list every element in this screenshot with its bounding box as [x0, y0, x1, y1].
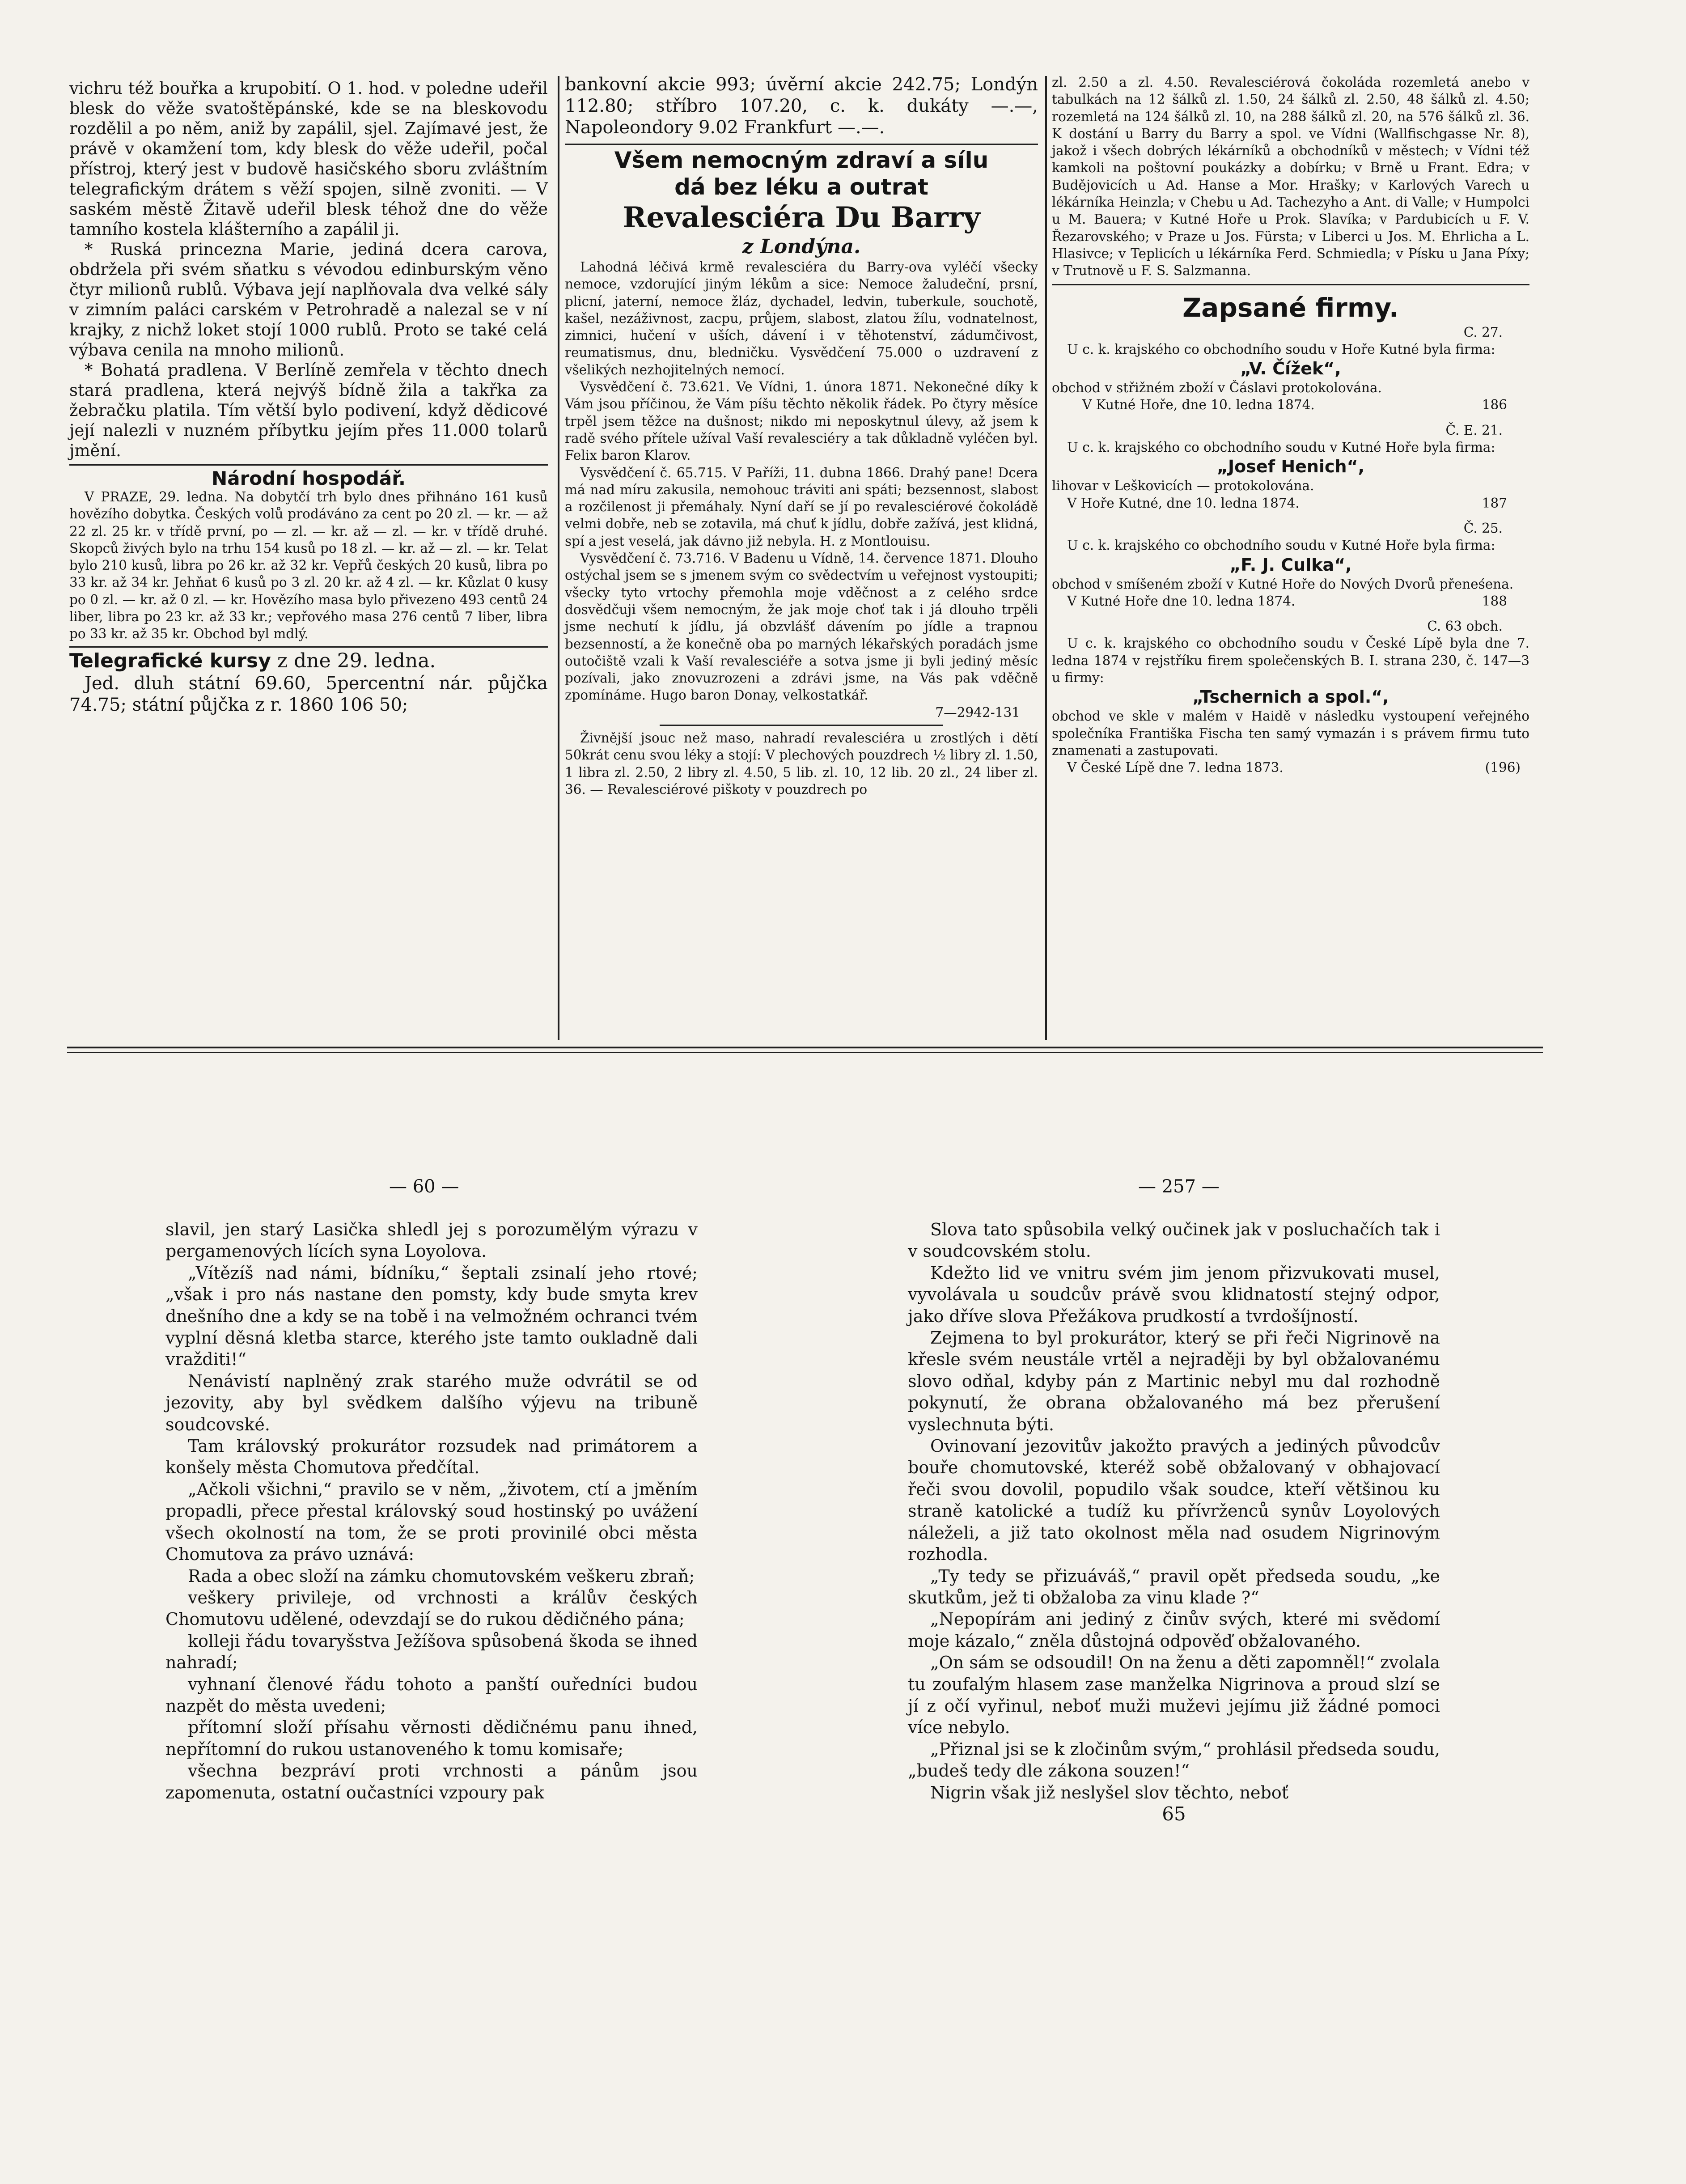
firm-entry [1052, 324, 1529, 414]
section-rule [1052, 284, 1529, 285]
book-paragraph: vyhnaní členové řádu tohoto a panští ouředníci budou nazpět do města uvedeni; [165, 1674, 698, 1716]
ad-code: 7—2942-131 [935, 704, 1020, 720]
book-paragraph: Zejmena to byl prokurátor, který se při řeči Nigrinově na křesle svém neustále vrtěl a nejraději by byl obžalovanému slovo odňal, kdyby pán z Martinic nebyl mu dal rozhodně pokynutí, že obrana obžalovaného má bez přerušení vyslechnuta býti. [908, 1328, 1440, 1434]
bottom-rule [67, 1047, 1543, 1048]
ad-city: z Londýna. [742, 235, 861, 258]
ad-testimonial: Vysvědčení č. 73.716. V Badenu u Vídně, 14. července 1871. Dlouho ostýchal jsem se s jmenem svým co svědectvím u veřejnost vystoupiti; všecky tyto vrtochy přemohla moje vděčnost a z celého srdce dosvědčuji všem nemocným, že jak moje choť tak i já dlouho trpěli jsme nechutí k jídlu, já obzvlášť dávením po jídle a trapnou bezsenností, a že konečně oba po marných lékařských poradách jsme outočiště vzali k Vaší revalesciéře a sotva jsme ji byli jediný měsíc pozívali, jako znovuzrozeni a zdrávi jsme, na Vás pak vděčně zpomínáme. Hugo baron Donay, velkostatkář. [565, 551, 1038, 703]
firm-code: 187 [1482, 495, 1507, 511]
economy-heading: Národní hospodář. [212, 467, 406, 489]
firm-footer [1052, 396, 1529, 413]
courses-heading: Telegrafické kursy [69, 649, 271, 672]
firm-date: V Kutné Hoře dne 10. ledna 1874. [1067, 593, 1296, 609]
economy-report: V PRAZE, 29. ledna. Na dobytčí trh bylo dnes přihnáno 161 kusů hovězího dobytka. Českých volů prodáváno za cent po 20 zl. — kr. — až 22 zl. 25 kr. v třídě první, po — zl. — kr. až — zl. — kr. v třídě druhé. Skopců živých bylo na trhu 154 kusů po 18 zl. — kr. až — zl. — kr. Telat bylo 210 kusů, libra po 26 kr. až 32 kr. Vepřů českých 20 kusů, libra po 33 kr. až 34 kr. Jehňat 6 kusů po 3 zl. 20 kr. až 4 zl. — kr. Kůzlat 0 kusy po 0 zl. — kr. až 0 zl. — kr. Hovězího masa bylo přivezeno 493 centů 24 liber, libra po 23 kr. až 33 kr.; vepřového masa 276 centů 7 liber, libra po 33 kr. až 35 kr. Obchod byl mdlý. [69, 489, 548, 642]
firm-description: obchod ve skle v malém v Haidě v následku vystoupení veřejného společníka Františka Fischa ten samý vymazán i s právem firmu tuto znamenati a zastupovati. [1052, 708, 1529, 758]
section-rule [565, 144, 1038, 145]
firm-date: V České Lípě dne 7. ledna 1873. [1067, 760, 1284, 776]
firm-intro: U c. k. krajského co obchodního soudu v Kutné Hoře byla firma: [1067, 538, 1495, 553]
book-paragraph: Nigrin však již neslyšel slov těchto, neboť [930, 1782, 1289, 1802]
news-column-3 [1052, 74, 1529, 776]
firm-date: V Kutné Hoře, dne 10. ledna 1874. [1082, 397, 1315, 413]
firm-intro: U c. k. krajského co obchodního soudu v České Lípě byla dne 7. ledna 1874 v rejstříku firem společenských B. I. strana 230, č. 147—3 u firmy: [1052, 636, 1529, 686]
firm-number: Č. E. 21. [1445, 422, 1503, 438]
courses-date: z dne 29. ledna. [277, 649, 436, 672]
firm-name: „F. J. Culka“, [1229, 555, 1352, 575]
book-paragraph: Kdežto lid ve vnitru svém jim jenom přizvukovati musel, vyvolávala u soudcův právě svou klidnatostí stejný odpor, jako dříve slova Přežákova prudkostí a tvrdošíjností. [908, 1263, 1440, 1326]
news-paragraph: vichru též bouřka a krupobití. O 1. hod. v poledne udeřil blesk do věže svatoštěpánské, kde se na bleskovodu rozdělil a po něm, aniž by zapálil, sjel. Zajímavé jest, že právě v okamžení tom, kdy blesk do věže udeřil, počal přístroj, který jest v budově hasičského sboru zvláštním telegrafickým drátem s věží spojen, silně zvoniti. — V saském městě Žitavě udeřil blesk téhož dne do věže tamního kostela klášterního a zapálil ji. [69, 79, 548, 239]
courses-continued: bankovní akcie 993; úvěrní akcie 242.75; Londýn 112.80; stříbro 107.20, c. k. dukáty —.—, Napoleondory 9.02 Frankfurt —.—. [565, 74, 1038, 138]
firm-code: 186 [1482, 397, 1507, 413]
news-paragraph: * Bohatá pradlena. V Berlíně zemřela v těchto dnech stará pradlena, která nejvýš bídně žila a takřka za žebračku platila. Tím větší bylo podivení, když dědicové její nalezli v nuzném příbytku jejím přes 11.000 tolarů jmění. [69, 360, 548, 460]
firm-number: C. 63 obch. [1427, 619, 1503, 634]
firms-heading: Zapsané firmy. [1182, 292, 1399, 323]
book-paragraph: „Přiznal jsi se k zločinům svým,“ prohlásil předseda soudu, „budeš tedy dle zákona souzen!“ [908, 1739, 1440, 1781]
book-paragraph: Tam královský prokurátor rozsudek nad primátorem a konšely města Chomutova předčítal. [165, 1436, 698, 1478]
page-number-right: — 257 — [1138, 1176, 1220, 1197]
firm-description: lihovar v Leškovicích — protokolována. [1052, 478, 1314, 494]
ad-testimonial: Vysvědčení č. 73.621. Ve Vídni, 1. února 1871. Nekonečné díky k Vám jsou příčinou, že Vám píšu těchto několik řádek. Po čtyry měsíce trpěl jsem těžce na dušnost; nikdo mi neposkytnul úlevy, až jsem k radě svého přítele užíval Vaší revalesciéry a tak důkladně vyléčen byl. Felix baron Klarov. [565, 379, 1038, 463]
book-paragraph: Slova tato spůsobila velký oučinek jak v posluchačích tak i v soudcovském stolu. [908, 1220, 1440, 1261]
book-paragraph: „Vítězíš nad námi, bídníku,“ šeptali zsinalí jeho rtové; „však i pro nás nastane den pomsty, kdy bude smyta krev dnešního dne a kdy se na tobě i na velmožném ochranci tvém vyplní děsná kletba starce, kterého jste tamto oukladně dali vražditi!“ [165, 1263, 698, 1370]
book-page-right [908, 1219, 1440, 1825]
news-paragraph: * Ruská princezna Marie, jediná dcera carova, obdržela při svém sňatku s vévodou edinburským věno čtyr milionů rublů. Výbava její naplňovala dva velké sály v zimním paláci carském v Petrohradě a nalezal se v ní krajky, z nichž loket stojí 1000 rublů. Proto se také celá výbava cenila na mnoho milionů. [69, 240, 548, 360]
firm-description: obchod v smíšeném zboží v Kutné Hoře do Nových Dvorů přeneśena. [1052, 576, 1514, 592]
book-paragraph: Rada a obec složí na zámku chomutovském veškeru zbraň; [188, 1566, 695, 1586]
ad-subheadline: dá bez léku a outrat [674, 174, 928, 200]
firm-footer [1052, 593, 1529, 610]
book-paragraph: kolleji řádu tovaryšstva Ježíšova spůsobená škoda se ihned nahradí; [165, 1631, 698, 1673]
firm-name: „Tschernich a spol.“, [1192, 687, 1389, 707]
ad-brand: Revalesciéra Du Barry [623, 201, 980, 234]
book-paragraph: Nenávistí naplněný zrak starého muže odvrátil se od jezovity, aby byl svědkem dalšího výjevu na tribuně soudcovské. [165, 1371, 698, 1434]
book-paragraph: „On sám se odsoudil! On na ženu a děti zapomněl!“ zvolala tu zoufalým hlasem zase manželka Nigrinova a proud slzí se jí z očí vyřinul, neboť muži muževi jejímu již žádné pomoci více nebylo. [908, 1653, 1440, 1738]
ad-headline: Všem nemocným zdraví a sílu [614, 147, 989, 173]
ad-prices: Živnější jsouc než maso, nahradí revalesciéra u zrostlých i dětí 50krát cenu svou léky a stojí: V plechových pouzdrech ½ libry zl. 1.50, 1 libra zl. 2.50, 2 libry zl. 4.50, 5 lib. zl. 10, 12 lib. 20 zl., 24 liber zl. 36. — Revalesciérové piškoty v pouzdrech po [565, 730, 1038, 797]
bottom-rule-thin [67, 1052, 1543, 1053]
firm-entry [1052, 618, 1529, 776]
firm-entry [1052, 422, 1529, 512]
news-column-1 [69, 78, 548, 716]
courses-heading-line [69, 649, 548, 673]
firm-name: „Josef Henich“, [1216, 457, 1364, 477]
firm-entry [1052, 520, 1529, 610]
courses-text: Jed. dluh státní 69.60, 5percentní nár. půjčka 74.75; státní půjčka z r. 1860 106 50; [69, 673, 548, 715]
ad-testimonial: Vysvědčení č. 65.715. V Paříži, 11. dubna 1866. Drahý pane! Dcera má nad míru zakusila, nemohouc tráviti ani spáti; bezsennost, slabost a rozčilenost ji přemáhaly. Nyní daří se jí po revalesciérové čokoládě velmi dobře, neb se zotavila, má chuť k jídlu, dobře zažívá, jest klidná, spí a jest veselá, jak dávno již nebyla. H. z Montlouisu. [565, 465, 1038, 549]
firm-intro: U c. k. krajského co obchodního soudu v Kutné Hoře byla firma: [1067, 440, 1495, 455]
firm-date: V Hoře Kutné, dne 10. ledna 1874. [1067, 495, 1300, 511]
book-page-left [165, 1219, 698, 1803]
book-paragraph: slavil, jen starý Lasička shledl jej s porozumělým výrazu v pergamenových lících syna Loyolova. [165, 1220, 698, 1261]
book-paragraph: „Ačkoli všichni,“ pravilo se v něm, „životem, ctí a jměním propadli, přece přestal královský soud hostinský po uvážení všech okolností na tom, že se proti provinilé obci města Chomutova za právo uznává: [165, 1479, 698, 1565]
firm-number: C. 27. [1463, 324, 1503, 340]
firm-footer [1052, 495, 1529, 512]
book-paragraph: veškery privileje, od vrchnosti a králův českých Chomutovu udělené, odevzdají se do rukou dědičného pána; [165, 1587, 698, 1629]
firm-intro: U c. k. krajského co obchodního soudu v Hoře Kutné byla firma: [1067, 341, 1495, 357]
section-rule [69, 646, 548, 648]
ad-continued: zl. 2.50 a zl. 4.50. Revalesciérová čokoláda rozemletá anebo v tabulkách na 12 šálků zl. 1.50, 24 šálků zl. 2.50, 48 šálků zl. 4.50; rozemletá na 124 šálků zl. 10, na 288 šálků zl. 20, na 576 šálků zl. 36. K dostání u Barry du Barry a spol. ve Vídni (Wallfischgasse Nr. 8), jakož i všech dobrých lékárníků a obchodníků v městech; v Vídni též kamkoli na poštovní poukázky a dobírku; v Brně u Frant. Edra; v Budějovicích u Ad. Hanse a Mor. Hrašky; v Karlových Varech u lékárníka Heinzla; v Chebu u Ad. Tachezyho a Ant. di Valle; v Humpolci u M. Bauera; v Kutné Hoře u Prok. Slavíka; v Pardubicích u F. V. Řezarovského; v Praze u Jos. Fürsta; v Liberci u Jos. M. Ehrlicha a L. Hlasivce; v Teplicích u lékárníka Ferd. Schmiedla; v Písku u Jana Píxy; v Trutnově u F. S. Salzmanna. [1052, 75, 1529, 279]
book-paragraph: Ovinovaní jezovitův jakožto pravých a jediných původcův bouře chomutovské, kteréž sobě obžalovaný v obhajovací řeči svou dovolil, popudilo však soudce, kteří většinou ku straně katolické a tudíž ku přívrženců synův Loyolových náleželi, a již tato okolnost měla nad osudem Nigrinovým rozhodla. [908, 1436, 1440, 1565]
firm-number: Č. 25. [1463, 520, 1503, 536]
column-rule-2 [1045, 76, 1047, 1040]
signature-mark: 65 [1162, 1802, 1186, 1825]
news-column-2 [565, 74, 1038, 798]
page-number-left: — 60 — [389, 1176, 459, 1197]
firm-description: obchod v střižném zboží v Čáslavi protokolována. [1052, 380, 1382, 396]
firm-footer [1052, 759, 1529, 776]
book-paragraph: „Nepopírám ani jediný z činův svých, které mi svědomí moje kázalo,“ zněla důstojná odpověď obžalovaného. [908, 1609, 1440, 1651]
section-rule [660, 725, 944, 726]
firm-code: 188 [1482, 593, 1507, 609]
book-paragraph: všechna bezpráví proti vrchnosti a pánům jsou zapomenuta, ostatní oučastníci vzpoury pak [165, 1761, 698, 1802]
section-rule [69, 464, 548, 466]
firm-code: (196) [1485, 760, 1521, 776]
column-rule-1 [558, 76, 559, 1040]
book-paragraph: přítomní složí přísahu věrnosti dědičnému panu ihned, nepřítomní do rukou ustanoveného k tomu komisaře; [165, 1718, 698, 1759]
ad-intro: Lahodná léčivá krmě revalesciéra du Barry-ova vyléčí všecky nemoce, vzdorující jiným lékům a sice: Nemoce žaludeční, prsní, plicní, jaterní, nemoce žláz, dychadel, ledvin, tuberkule, souchotě, kašel, nezáživnost, zacpu, průjem, slabost, zlatou žílu, vodnatelnost, zimnici, hučení v uších, dávení i v těhotenství, zádumčivost, reumatismus, dnu, bledničku. Vysvědčení 75.000 o uzdravení z všelikých nezhojitelných nemocí. [565, 259, 1038, 377]
book-paragraph: „Ty tedy se přizuáváš,“ pravil opět předseda soudu, „ke skutkům, jež ti obžaloba za vinu klade ?“ [908, 1566, 1440, 1607]
firm-name: „V. Čížek“, [1240, 359, 1341, 379]
